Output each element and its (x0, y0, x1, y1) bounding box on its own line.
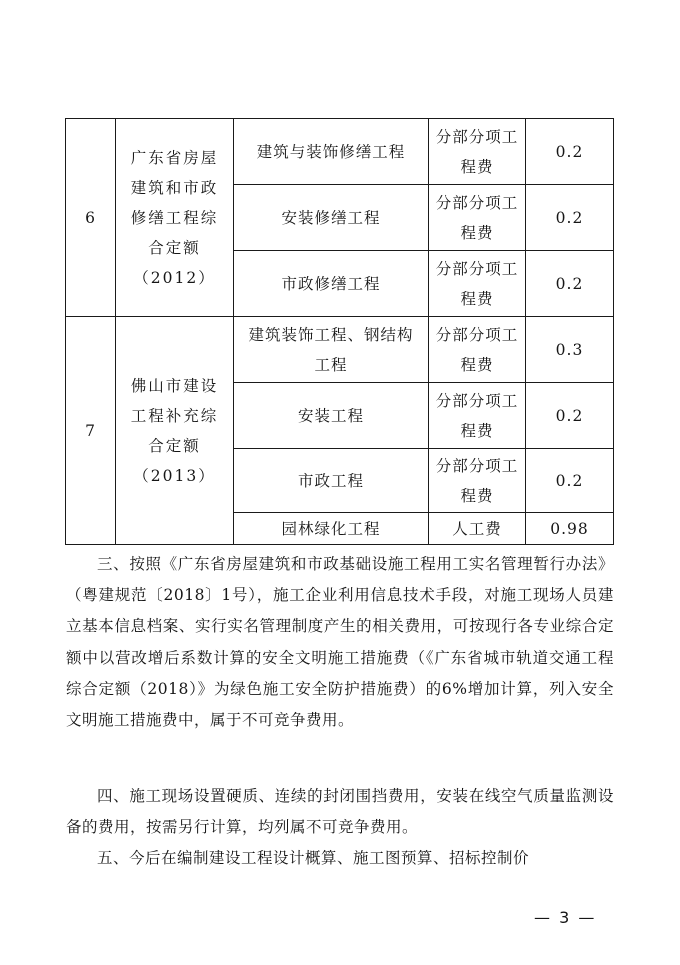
project-cell: 安装工程 (234, 383, 429, 449)
row-number-cell: 7 (66, 317, 116, 545)
cost-basis-cell: 人工费 (429, 513, 526, 545)
cost-basis-cell: 分部分项工程费 (429, 317, 526, 383)
rate-cell: 0.3 (526, 317, 614, 383)
paragraph-four: 四、施工现场设置硬质、连续的封闭围挡费用，安装在线空气质量监测设备的费用，按需另行计算，均列属不可竞争费用。 (66, 787, 614, 837)
cost-basis-cell: 分部分项工程费 (429, 119, 526, 185)
cost-basis-cell: 分部分项工程费 (429, 383, 526, 449)
table-row (66, 317, 614, 383)
project-cell: 建筑与装饰修缮工程 (234, 119, 429, 185)
project-cell: 市政工程 (234, 449, 429, 513)
project-cell: 市政修缮工程 (234, 251, 429, 317)
rate-cell: 0.2 (526, 449, 614, 513)
quota-name-cell: 广东省房屋建筑和市政修缮工程综合定额（2012） (116, 119, 234, 317)
project-cell: 安装修缮工程 (234, 185, 429, 251)
page-number: — 3 — (534, 908, 597, 927)
quota-name-cell: 佛山市建设工程补充综合定额（2013） (116, 317, 234, 545)
table-row (66, 119, 614, 185)
rate-cell: 0.98 (526, 513, 614, 545)
row-number-cell: 6 (66, 119, 116, 317)
project-cell: 建筑装饰工程、钢结构工程 (234, 317, 429, 383)
cost-basis-cell: 分部分项工程费 (429, 449, 526, 513)
quota-table (65, 118, 614, 545)
cost-basis-cell: 分部分项工程费 (429, 185, 526, 251)
rate-cell: 0.2 (526, 251, 614, 317)
rate-cell: 0.2 (526, 119, 614, 185)
paragraph-three: 三、按照《广东省房屋建筑和市政基础设施工程用工实名管理暂行办法》（粤建规范〔2018〕1号），施工企业利用信息技术手段，对施工现场人员建立基本信息档案、实行实名管理制度产生的相关费用，可按现行各专业综合定额中以营改增后系数计算的安全文明施工措施费（《广东省城市轨道交通工程综合定额（2018）》为绿色施工安全防护措施费）的6%增加计算，列入安全文明施工措施费中，属于不可竞争费用。 (66, 555, 614, 730)
paragraph-five: 五、今后在编制建设工程设计概算、施工图预算、招标控制价 (97, 849, 530, 867)
project-cell: 园林绿化工程 (234, 513, 429, 545)
rate-cell: 0.2 (526, 383, 614, 449)
cost-basis-cell: 分部分项工程费 (429, 251, 526, 317)
rate-cell: 0.2 (526, 185, 614, 251)
